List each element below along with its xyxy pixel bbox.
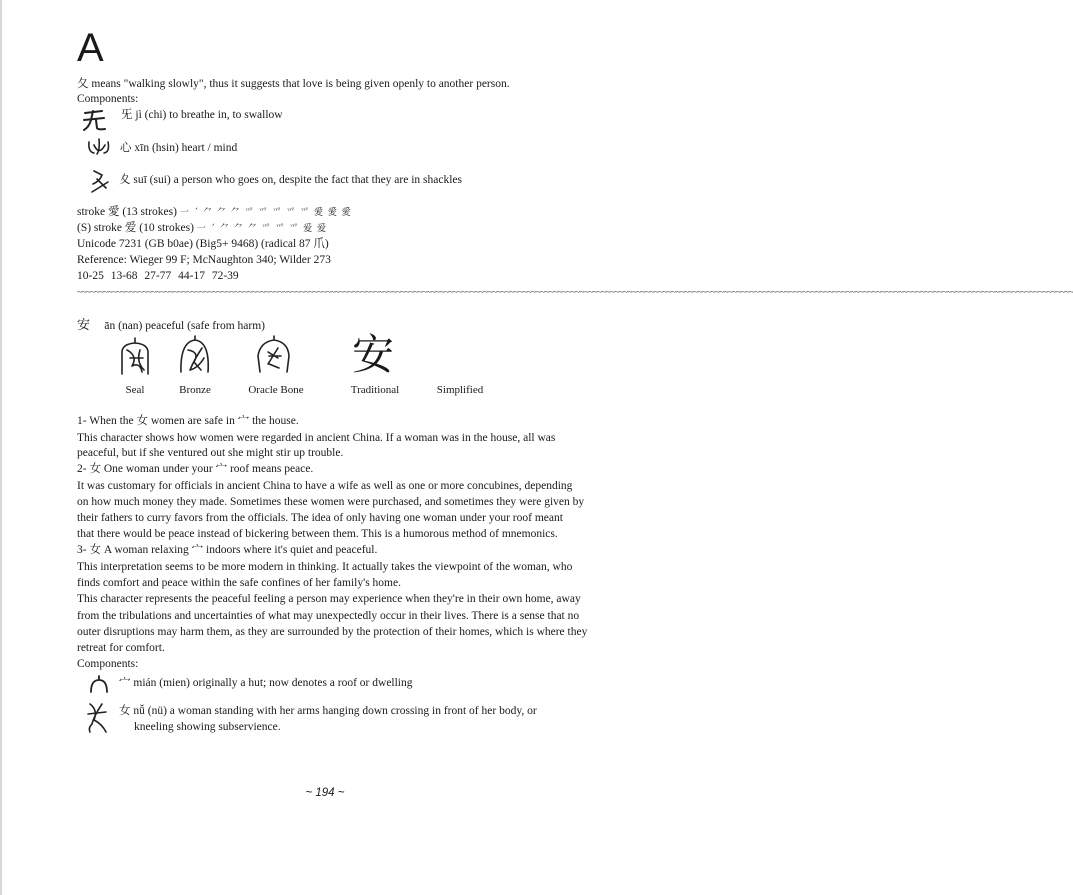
caption-bronze: Bronze	[179, 384, 211, 396]
bronze-script-glyph	[178, 334, 212, 378]
component-mian: 宀 mián (mien) originally a hut; now denotes a roof or dwelling	[119, 677, 413, 689]
page-number: ~ 194 ~	[305, 787, 345, 799]
nu-seal-icon	[84, 700, 110, 734]
an-heading-char: 安	[77, 318, 91, 333]
para-line: retreat for comfort.	[77, 642, 165, 654]
para-line: their fathers to curry favors from the officials. The idea of only having one woman under your roof meant	[77, 512, 563, 524]
para-line: from the tribulations and uncertainties of what may unexpectedly occur in their lives. There is a sense that no	[77, 610, 580, 622]
para-line: outer disruptions may harm them, as they are surrounded by the protection of their homes, which is where they	[77, 626, 588, 638]
stroke-order-sequence: 一 ˊ ⺈ ⺈ ⺈ 爫 爫 爫 爫 爫 愛 愛 愛	[179, 208, 352, 218]
para-line: finds comfort and peace within the safe confines of her family's home.	[77, 577, 401, 589]
traditional-glyph: 安	[352, 330, 395, 379]
para-line: on how much money they made. Sometimes these women were purchased, and sometimes they were given by	[77, 496, 585, 508]
mian-seal-icon	[88, 674, 110, 694]
ji-calligraphy-icon	[80, 108, 108, 132]
intro-text: means "walking slowly", thus it suggests that love is being given openly to another person.	[91, 78, 510, 90]
intro-char: 夂	[77, 76, 89, 90]
para-line: This character shows how women were regarded in ancient China. If a woman was in the house, all was	[77, 432, 556, 444]
section-letter: A	[77, 26, 104, 70]
para-line: It was customary for officials in ancient China to have a wife as well as one or more concubines, depending	[77, 480, 573, 492]
caption-seal: Seal	[125, 384, 145, 396]
component-ji: 旡 jì (chi) to breathe in, to swallow	[121, 109, 283, 121]
para-line: peaceful, but if she ventured out she might stir up trouble.	[77, 447, 344, 459]
unicode-line: Unicode 7231 (GB b0ae) (Big5+ 9468) (radical 87 爪)	[77, 238, 329, 250]
component-sui: 夊 suī (sui) a person who goes on, despite the fact that they are in shackles	[119, 174, 462, 186]
para-line: This interpretation seems to be more modern in thinking. It actually takes the viewpoint of the woman, who	[77, 561, 573, 573]
simplified-stroke-line	[77, 221, 327, 237]
caption-oracle-bone: Oracle Bone	[248, 384, 304, 396]
caption-traditional: Traditional	[350, 384, 400, 396]
xin-seal-icon	[86, 136, 112, 158]
stroke-label: stroke 愛 (13 strokes)	[77, 206, 177, 218]
para-line: 3- 女 A woman relaxing 宀 indoors where it's quiet and peaceful.	[77, 544, 378, 556]
sui-seal-icon	[88, 168, 112, 194]
an-heading-text: ān (nan) peaceful (safe from harm)	[104, 320, 265, 332]
an-heading	[77, 318, 265, 334]
index-line: 10-25 13-68 27-77 44-17 72-39	[77, 270, 239, 282]
intro-line	[77, 76, 510, 92]
component-xin: 心 xīn (hsin) heart / mind	[120, 142, 238, 154]
simplified-stroke-sequence: 一 ˊ ⺈ ⺈ ⺈ 爫 爫 爫 爱 爱	[196, 224, 328, 234]
para-line: This character represents the peaceful feeling a person may experience when they're in their own home, away	[77, 593, 581, 605]
seal-script-glyph	[118, 336, 152, 378]
an-components-label: Components:	[77, 658, 139, 670]
para-line: 1- When the 女 women are safe in 宀 the house.	[77, 415, 299, 427]
simplified-stroke-label: (S) stroke 爱 (10 strokes)	[77, 222, 194, 234]
para-line: that there would be peace instead of bickering between them. This is a humorous method of mnemonics.	[77, 528, 558, 540]
reference-line: Reference: Wieger 99 F; McNaughton 340; Wilder 273	[77, 254, 331, 266]
stroke-line	[77, 205, 352, 221]
para-line: 2- 女 One woman under your 宀 roof means peace.	[77, 463, 314, 475]
page-edge	[0, 0, 2, 895]
component-nu-continued: kneeling showing subservience.	[134, 721, 281, 733]
oracle-bone-script-glyph	[254, 334, 294, 378]
entry-separator: ~~~~~~~~~~~~~~~~~~~~~~~~~~~~~~~~~~~~~~~~~~~~~~~~~~~~~~~~~~~~~~~~~~~~~~~~~~~~~~~~~~~~~~~~~~~~~~~~~~~~~~~~~~~~~~~~~~~~~~~~~~~~~~~~~~~~~~~~~~~~~~~~~~~~~~~~~~~~~~~~~~~~~~~~~~~~~~~~~~~~~~~~~~~~~~~~~~~~~~~~~~~~~~~~~~~~~~~~~~~~~~~~~~~~	[77, 287, 1073, 297]
caption-simplified: Simplified	[436, 384, 484, 396]
components-label: Components:	[77, 93, 139, 105]
component-nu: 女 nǚ (nü) a woman standing with her arms hanging down crossing in front of her body, or	[119, 705, 537, 717]
